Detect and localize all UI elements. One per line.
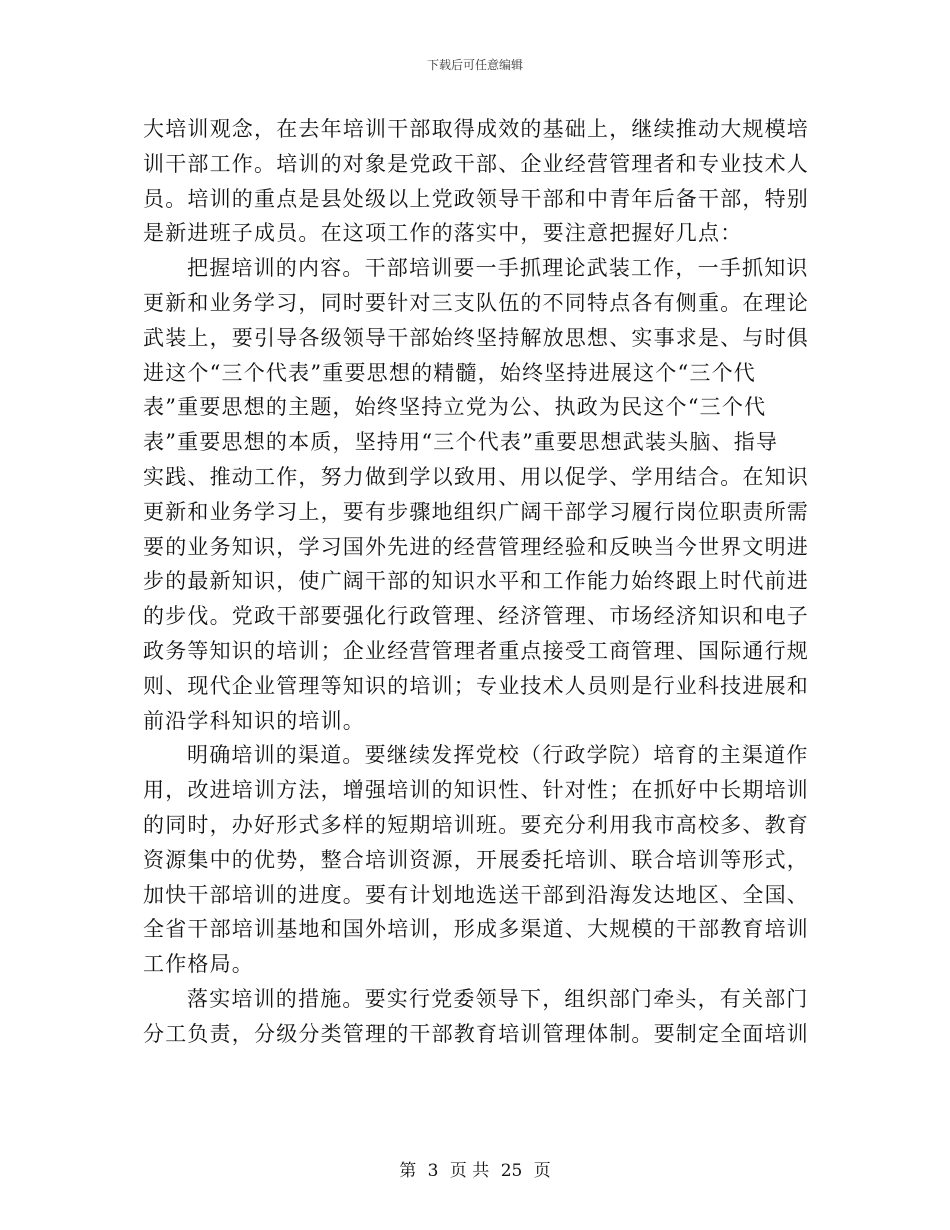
paragraph-line: 全省干部培训基地和国外培训，形成多渠道、大规模的干部教育培训 <box>143 917 809 942</box>
paragraph-line: 更新和业务学习上，要有步骤地组织广阔干部学习履行岗位职责所需 <box>143 499 809 524</box>
paragraph-line: 落实培训的措施。要实行党委领导下，组织部门牵头，有关部门 <box>187 986 809 1011</box>
paragraph-line: 表”重要思想的主题，始终坚持立党为公、执政为民这个“三个代 <box>143 395 767 420</box>
page-number: 3 <box>427 1161 439 1181</box>
paragraph-line: 更新和业务学习，同时要针对三支队伍的不同特点各有侧重。在理论 <box>143 290 809 315</box>
paragraph-line: 表”重要思想的本质，坚持用“三个代表”重要思想武装头脑、指导 <box>143 430 779 455</box>
footer-prefix: 第 <box>399 1161 417 1181</box>
paragraph-line: 的步伐。党政干部要强化行政管理、经济管理、市场经济知识和电子 <box>143 604 809 629</box>
paragraph-line: 加快干部培训的进度。要有计划地选送干部到沿海发达地区、全国、 <box>143 882 809 907</box>
paragraph-line: 武装上，要引导各级领导干部始终坚持解放思想、实事求是、与时俱 <box>143 325 809 350</box>
paragraph-line: 要的业务知识，学习国外先进的经营管理经验和反映当今世界文明进 <box>143 534 809 559</box>
paragraph-line: 实践、推动工作，努力做到学以致用、用以促学、学用结合。在知识 <box>143 464 809 489</box>
document-body <box>143 112 808 1052</box>
paragraph-line: 明确培训的渠道。要继续发挥党校（行政学院）培育的主渠道作 <box>187 743 809 768</box>
paragraph-line: 分工负责，分级分类管理的干部教育培训管理体制。要制定全面培训 <box>143 1021 809 1046</box>
paragraph-line: 资源集中的优势，整合培训资源，开展委托培训、联合培训等形式， <box>143 847 809 872</box>
paragraph-line: 步的最新知识，使广阔干部的知识水平和工作能力始终跟上时代前进 <box>143 569 809 594</box>
paragraph-line: 大培训观念，在去年培训干部取得成效的基础上，继续推动大规模培 <box>143 117 809 141</box>
paragraph-line: 则、现代企业管理等知识的培训；专业技术人员则是行业科技进展和 <box>143 673 809 698</box>
paragraph-line: 政务等知识的培训；企业经营管理者重点接受工商管理、国际通行规 <box>143 638 809 663</box>
page-header: 下载后可任意编辑 <box>426 58 523 72</box>
paragraph-line: 训干部工作。培训的对象是党政干部、企业经营管理者和专业技术人 <box>143 151 809 176</box>
paragraph-line: 用，改进培训方法，增强培训的知识性、针对性；在抓好中长期培训 <box>143 778 809 803</box>
page-footer <box>0 1156 950 1181</box>
paragraph-line: 是新进班子成员。在这项工作的落实中，要注意把握好几点： <box>143 221 743 246</box>
paragraph-line: 把握培训的内容。干部培训要一手抓理论武装工作，一手抓知识 <box>187 256 809 281</box>
paragraph-line: 员。培训的重点是县处级以上党政领导干部和中青年后备干部，特别 <box>143 186 809 211</box>
paragraph-line: 前沿学科知识的培训。 <box>143 708 365 733</box>
paragraph-line: 工作格局。 <box>143 952 254 977</box>
total-pages: 25 <box>500 1161 523 1181</box>
footer-suffix: 页 <box>533 1161 551 1181</box>
paragraph-line: 进这个“三个代表”重要思想的精髓，始终坚持进展这个“三个代 <box>143 360 757 385</box>
footer-middle: 页 共 <box>449 1161 490 1181</box>
paragraph-line: 的同时，办好形式多样的短期培训班。要充分利用我市高校多、教育 <box>143 812 809 837</box>
